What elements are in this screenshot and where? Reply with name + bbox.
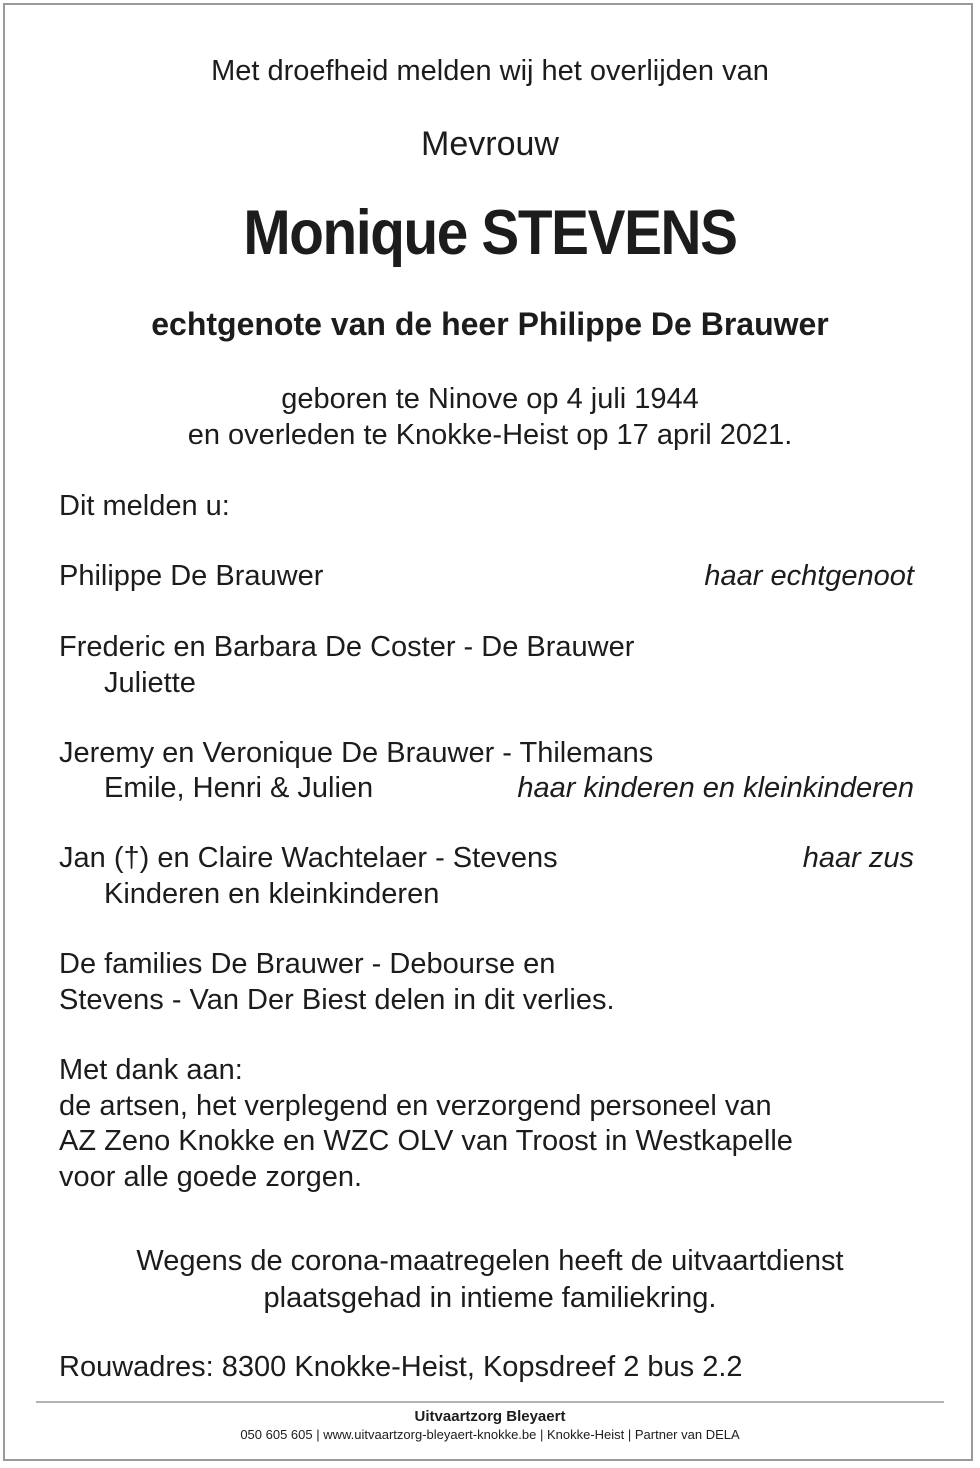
families-line-1: De families De Brauwer - Debourse en xyxy=(59,948,556,980)
footer-divider xyxy=(36,1401,944,1403)
corona-line-2: plaatsgehad in intieme familiekring. xyxy=(263,1282,717,1314)
intro-text: Met droefheid melden wij het overlijden van xyxy=(211,55,769,87)
child2-name: Jeremy en Veronique De Brauwer - Thilemans xyxy=(59,737,654,769)
spouse-line: echtgenote van de heer Philippe De Brauwer xyxy=(151,306,829,342)
child1-name: Frederic en Barbara De Coster - De Brauwer xyxy=(59,631,635,663)
thanks-line: de artsen, het verplegend en verzorgend personeel van xyxy=(59,1090,772,1122)
announcers-heading: Dit melden u: xyxy=(59,490,230,522)
corona-line-1: Wegens de corona-maatregelen heeft de uitvaartdienst xyxy=(136,1245,844,1277)
birth-line: geboren te Ninove op 4 juli 1944 xyxy=(281,383,699,415)
sister-descendants: Kinderen en kleinkinderen xyxy=(104,878,440,910)
child1-grandchildren: Juliette xyxy=(104,667,196,699)
thanks-heading: Met dank aan: xyxy=(59,1054,243,1086)
thanks-line: AZ Zeno Knokke en WZC OLV van Troost in Westkapelle xyxy=(59,1125,793,1157)
deceased-name: Monique STEVENS xyxy=(243,198,737,268)
sister-relation: haar zus xyxy=(802,842,914,874)
families-line-2: Stevens - Van Der Biest delen in dit verlies. xyxy=(59,984,615,1016)
thanks-line: voor alle goede zorgen. xyxy=(59,1161,363,1193)
children-relation: haar kinderen en kleinkinderen xyxy=(517,772,914,804)
husband-relation: haar echtgenoot xyxy=(704,560,914,592)
salutation: Mevrouw xyxy=(421,125,559,163)
husband-name: Philippe De Brauwer xyxy=(59,560,324,592)
footer-company: Uitvaartzorg Bleyaert xyxy=(414,1408,566,1425)
sister-name: Jan (†) en Claire Wachtelaer - Stevens xyxy=(59,842,558,874)
death-line: en overleden te Knokke-Heist op 17 april 2021. xyxy=(187,419,793,451)
mourning-address: Rouwadres: 8300 Knokke-Heist, Kopsdreef 2 bus 2.2 xyxy=(59,1351,743,1383)
child2-grandchildren: Emile, Henri & Julien xyxy=(104,772,374,804)
footer-contact: 050 605 605 | www.uitvaartzorg-bleyaert-knokke.be | Knokke-Heist | Partner van DELA xyxy=(240,1427,740,1442)
